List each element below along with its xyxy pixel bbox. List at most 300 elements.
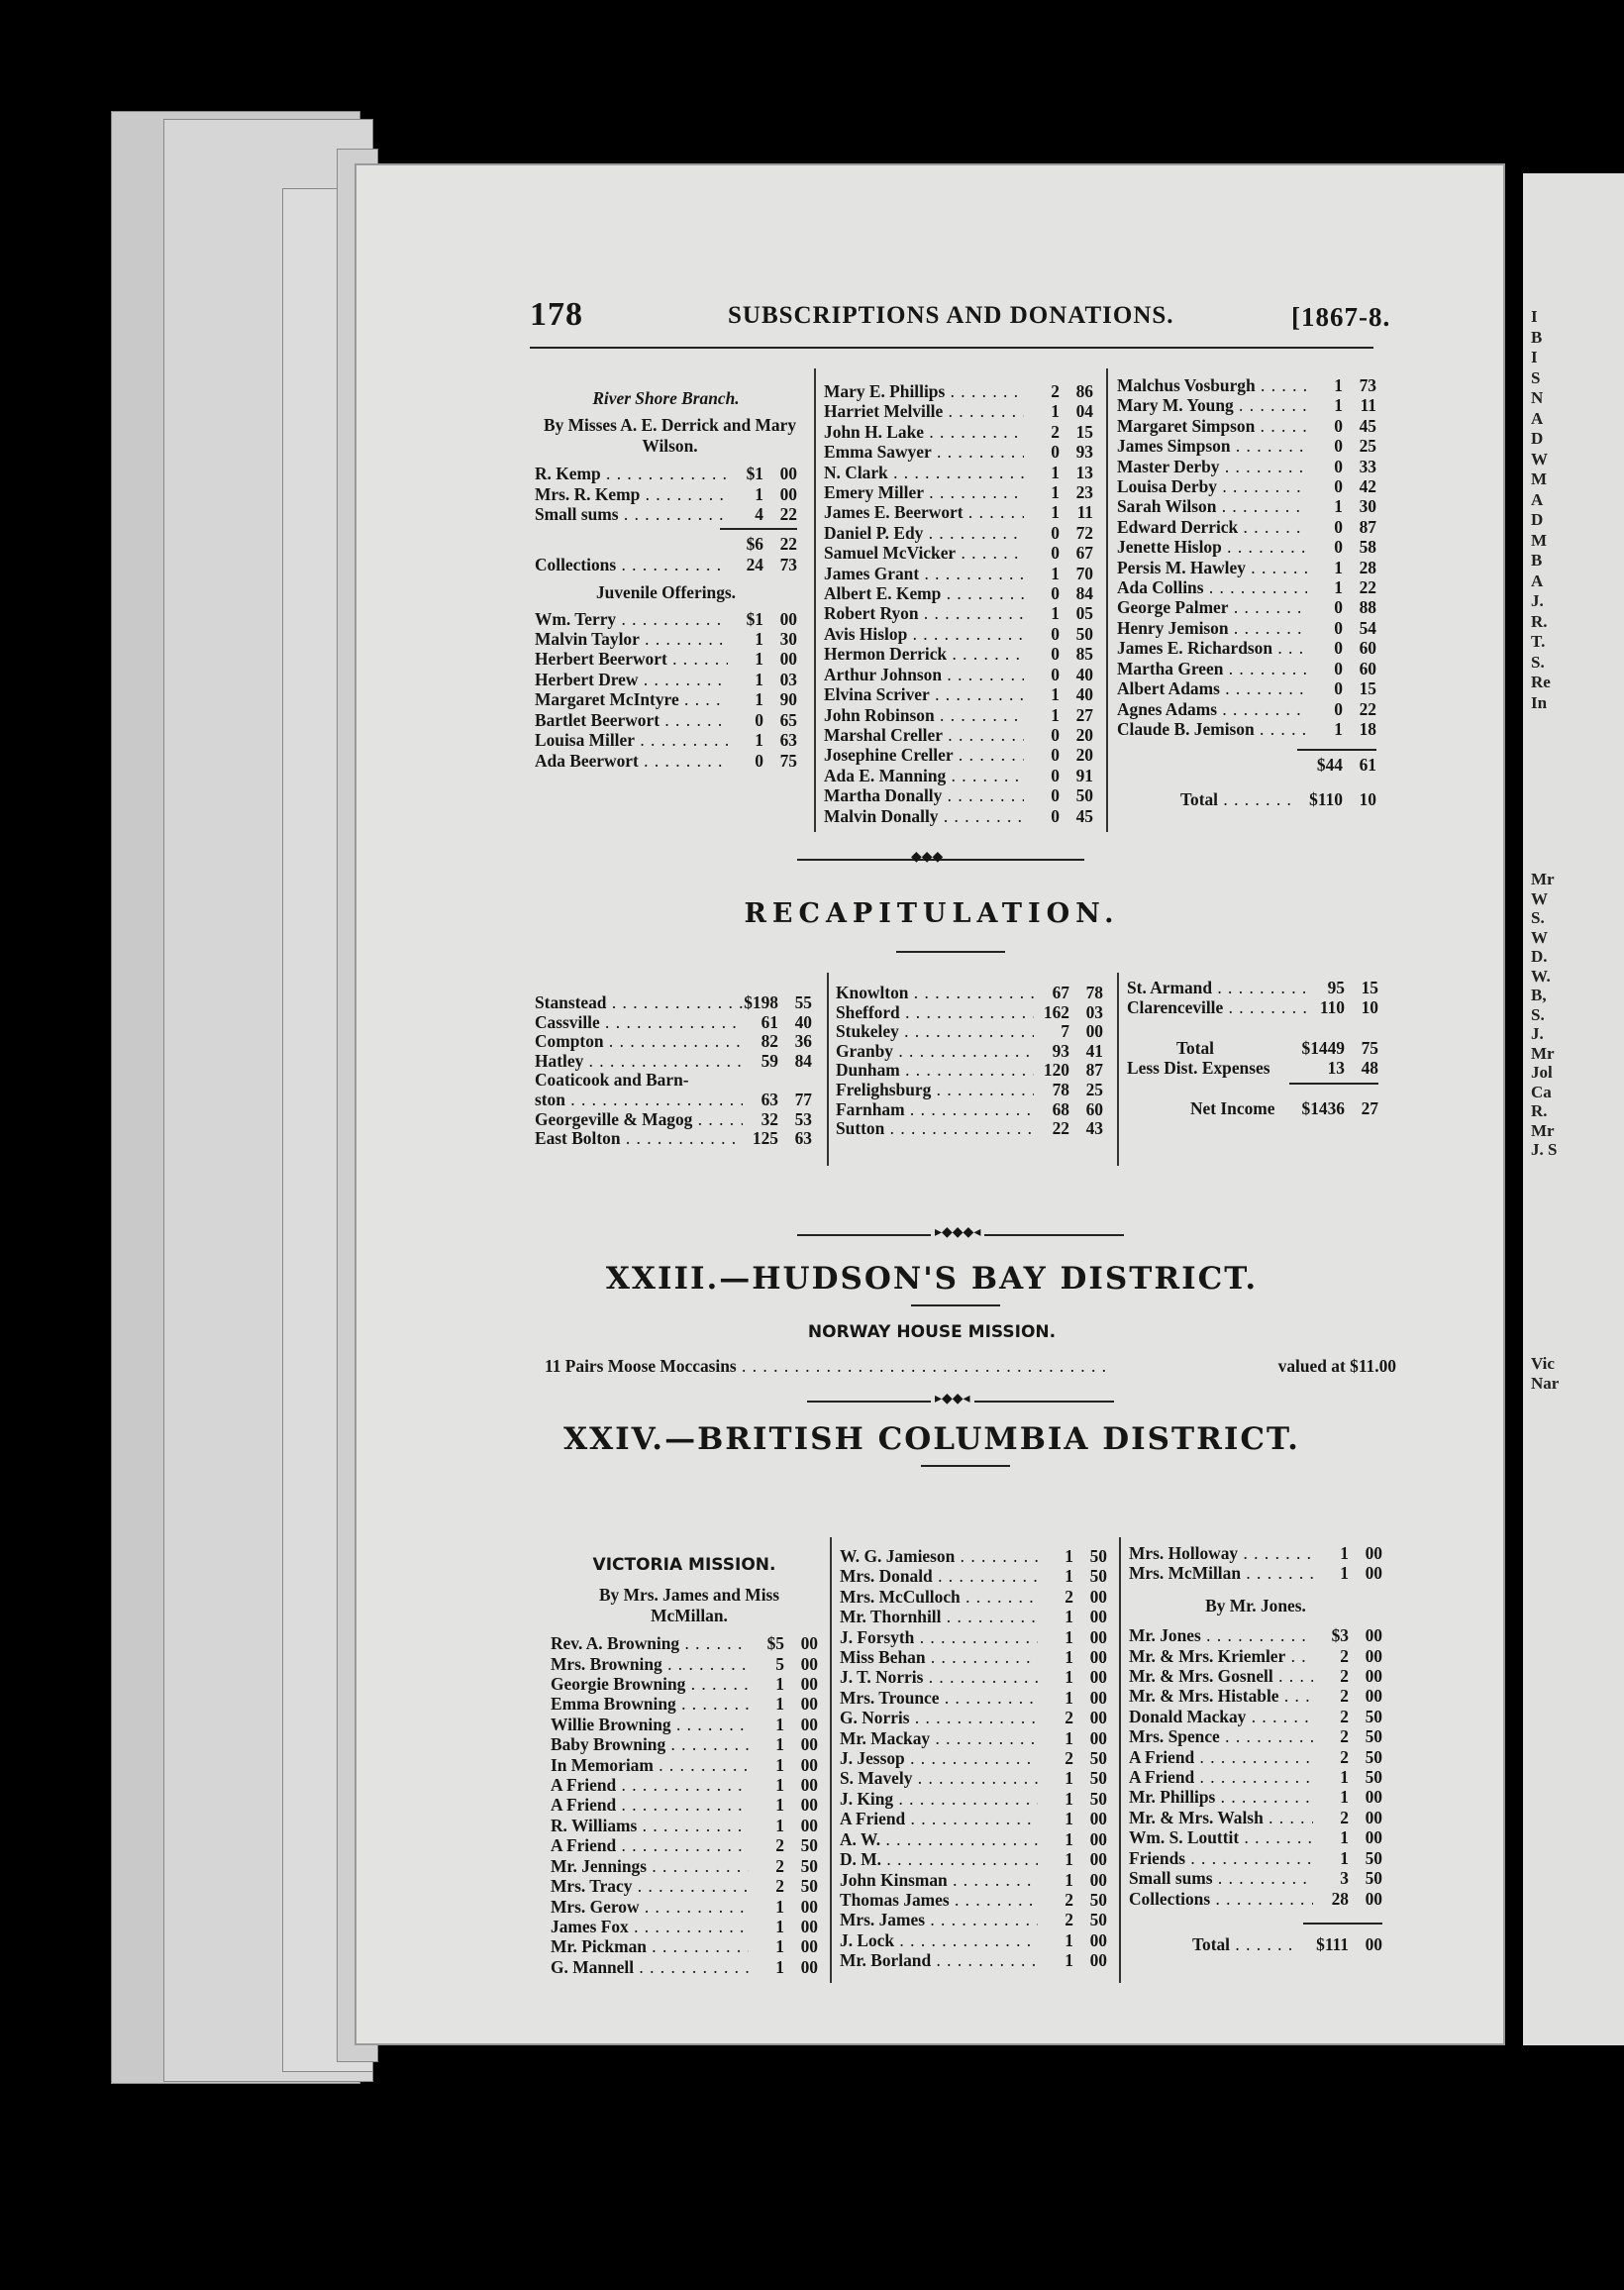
entry-name: Mrs. Donald . . . bbox=[840, 1566, 1038, 1586]
entry-row bbox=[824, 401, 1093, 421]
facing-page-text-fragment: R. bbox=[1531, 1101, 1548, 1120]
entry-name: G. Norris . . . bbox=[840, 1708, 1038, 1727]
entry-name: Ada E. Manning . . . bbox=[824, 766, 1024, 785]
facing-page-text-fragment: Ca bbox=[1531, 1082, 1552, 1101]
amount-dollars: 1 bbox=[775, 1815, 784, 1835]
entry-name: Samuel McVicker . . . bbox=[824, 543, 1024, 563]
facing-page-strip bbox=[1523, 173, 1624, 2045]
amount-cents: 48 bbox=[1361, 1058, 1378, 1079]
entry-name: Hatley . . . bbox=[535, 1052, 743, 1072]
column-rule bbox=[1119, 1537, 1121, 1983]
entry-row bbox=[535, 751, 797, 771]
amount-cents: 15 bbox=[1075, 421, 1093, 442]
entry-name: Mr. Borland . . . bbox=[840, 1950, 1038, 1970]
amount-dollars: 1 bbox=[1051, 502, 1060, 523]
entry-name: Knowlton . . . bbox=[836, 984, 1034, 1003]
amount-cents: 88 bbox=[1359, 597, 1376, 618]
amount-cents: 50 bbox=[1089, 1546, 1107, 1566]
amount-dollars: 125 bbox=[752, 1128, 778, 1149]
facing-page-text-fragment: Mr bbox=[1531, 1120, 1555, 1140]
amount-dollars: 93 bbox=[1052, 1040, 1069, 1061]
entry-name: Mrs. McCulloch . . . bbox=[840, 1587, 1038, 1607]
amount-cents: 50 bbox=[1089, 1748, 1107, 1769]
amount-cents: 22 bbox=[779, 534, 797, 555]
amount-cents: 93 bbox=[1075, 442, 1093, 463]
facing-page-text-fragment: J. S bbox=[1531, 1140, 1558, 1159]
amount-dollars: 2 bbox=[775, 1876, 784, 1897]
amount-cents: 33 bbox=[1359, 456, 1376, 476]
amount-dollars: 162 bbox=[1043, 1001, 1069, 1022]
entry-name: George Palmer . . . bbox=[1117, 597, 1307, 617]
amount-cents: 00 bbox=[1365, 1827, 1382, 1848]
amount-dollars: 2 bbox=[1051, 421, 1060, 442]
entry-row bbox=[824, 543, 1093, 563]
entry-name: Louisa Derby . . . bbox=[1117, 476, 1307, 496]
facing-page-text-fragment: B bbox=[1531, 327, 1543, 347]
entry-row bbox=[824, 624, 1093, 644]
amount-cents: 00 bbox=[1089, 1626, 1107, 1647]
entry-row bbox=[551, 1835, 818, 1855]
bc-column-3 bbox=[1129, 1543, 1382, 1954]
entry-name: Net Income bbox=[1190, 1097, 1275, 1118]
entry-name: Arthur Johnson . . . bbox=[824, 665, 1024, 684]
facing-page-text-fragment: Mr bbox=[1531, 870, 1555, 888]
entry-row bbox=[535, 730, 797, 750]
amount-cents: 67 bbox=[1075, 543, 1093, 564]
entry-row bbox=[1117, 416, 1376, 436]
facing-page-text-fragment: Re bbox=[1531, 673, 1551, 691]
amount-dollars: 1 bbox=[755, 649, 763, 670]
entry-row bbox=[1117, 537, 1376, 557]
facing-page-text-fragment: T. bbox=[1531, 632, 1546, 651]
entry-row bbox=[840, 1566, 1107, 1586]
amount-dollars: 1 bbox=[775, 1795, 784, 1816]
entry-row bbox=[1129, 1543, 1382, 1563]
entry-name: J. T. Norris . . . bbox=[840, 1667, 1038, 1687]
amount-cents: 53 bbox=[794, 1108, 812, 1129]
amount-cents: 61 bbox=[1359, 755, 1376, 776]
entry-name: Louisa Miller . . . bbox=[535, 730, 728, 750]
amount-dollars: 2 bbox=[1340, 1726, 1349, 1747]
entry-name: Martha Green . . . bbox=[1117, 659, 1307, 678]
facing-page-text-fragment: Vic bbox=[1531, 1354, 1555, 1373]
entry-name: Mrs. McMillan . . . bbox=[1129, 1563, 1313, 1583]
amount-dollars: 1 bbox=[1065, 1647, 1073, 1668]
entry-name: N. Clark . . . bbox=[824, 463, 1024, 482]
entry-name: Mrs. Tracy . . . bbox=[551, 1876, 749, 1896]
amount-dollars: 0 bbox=[755, 750, 763, 771]
entry-name: Stanstead . . . bbox=[535, 993, 743, 1013]
amount-dollars: 1 bbox=[775, 1896, 784, 1917]
entry-row bbox=[824, 463, 1093, 482]
amount-dollars: 1 bbox=[1065, 1950, 1073, 1971]
recap-total-row bbox=[1127, 1038, 1378, 1058]
facing-page-text-fragment: M bbox=[1531, 469, 1548, 488]
amount-dollars: 110 bbox=[1319, 997, 1345, 1018]
amount-cents: 13 bbox=[1075, 462, 1093, 482]
amount-dollars: 0 bbox=[1051, 644, 1060, 665]
amount-dollars: 7 bbox=[1061, 1021, 1069, 1042]
facing-page-text-fragment: M bbox=[1531, 530, 1548, 550]
amount-dollars: 1 bbox=[1065, 1727, 1073, 1748]
amount-dollars: $110 bbox=[1309, 788, 1343, 809]
amount-cents: 84 bbox=[1075, 583, 1093, 604]
entry-row bbox=[836, 1022, 1103, 1042]
amount-cents: 50 bbox=[1365, 1868, 1382, 1889]
facing-page-text-fragment: D bbox=[1531, 510, 1544, 529]
entry-row bbox=[1129, 1808, 1382, 1827]
recap-column-2 bbox=[836, 984, 1103, 1139]
facing-page-text-fragment: W bbox=[1531, 449, 1548, 468]
sum-line bbox=[1303, 1923, 1382, 1925]
amount-dollars: 2 bbox=[1340, 1807, 1349, 1827]
amount-cents: 40 bbox=[1075, 684, 1093, 705]
entry-row bbox=[551, 1775, 818, 1795]
amount-cents: 00 bbox=[1365, 1787, 1382, 1808]
amount-cents: 40 bbox=[794, 1011, 812, 1032]
amount-dollars: 1 bbox=[775, 1694, 784, 1715]
entry-row bbox=[1129, 1625, 1382, 1645]
entry-row bbox=[836, 984, 1103, 1003]
entry-row bbox=[840, 1849, 1107, 1869]
amount-dollars: 1 bbox=[1334, 577, 1343, 598]
entry-row bbox=[840, 1708, 1107, 1727]
entry-name: Clarenceville . . . bbox=[1127, 997, 1309, 1017]
entry-row bbox=[551, 1897, 818, 1917]
entry-name: Small sums . . . bbox=[535, 504, 728, 524]
amount-cents: 50 bbox=[800, 1876, 818, 1897]
amount-dollars: 0 bbox=[1051, 745, 1060, 766]
amount-dollars: 0 bbox=[1051, 785, 1060, 806]
facing-page-text-fragment: Nar bbox=[1531, 1374, 1560, 1393]
amount-dollars: 1 bbox=[1340, 1787, 1349, 1808]
entry-row bbox=[1117, 597, 1376, 617]
river-shore-column bbox=[535, 388, 797, 771]
amount-cents: 22 bbox=[1359, 698, 1376, 719]
entry-name: Mr. & Mrs. Kriemler . . . bbox=[1129, 1646, 1313, 1666]
amount-dollars: 2 bbox=[1065, 1586, 1073, 1607]
amount-cents: 50 bbox=[1365, 1746, 1382, 1767]
amount-cents: 00 bbox=[779, 464, 797, 484]
entry-row bbox=[1129, 1827, 1382, 1847]
amount-dollars: 0 bbox=[755, 709, 763, 730]
entry-row bbox=[1117, 558, 1376, 577]
amount-cents: 63 bbox=[779, 730, 797, 751]
entry-row bbox=[824, 523, 1093, 543]
amount-cents: 50 bbox=[1089, 1768, 1107, 1789]
bc-column-1 bbox=[551, 1555, 818, 1977]
entry-name: Marshal Creller . . . bbox=[824, 725, 1024, 745]
entry-row bbox=[824, 665, 1093, 684]
entry-name: A Friend . . . bbox=[551, 1795, 749, 1815]
entry-row bbox=[836, 1003, 1103, 1023]
amount-cents: 00 bbox=[800, 1633, 818, 1654]
amount-dollars: 1 bbox=[775, 1714, 784, 1734]
amount-cents: 42 bbox=[1359, 476, 1376, 497]
amount-dollars: 1 bbox=[1051, 603, 1060, 624]
entry-name: Mr. Thornhill . . . bbox=[840, 1607, 1038, 1626]
amount-dollars: 1 bbox=[755, 483, 763, 504]
facing-page-text-fragment: S. bbox=[1531, 1004, 1545, 1024]
amount-cents: 90 bbox=[779, 689, 797, 710]
amount-dollars: 1 bbox=[1334, 557, 1343, 577]
entry-row bbox=[824, 644, 1093, 664]
entry-name: D. M. . . . bbox=[840, 1849, 1038, 1869]
amount-dollars: 1 bbox=[1340, 1563, 1349, 1584]
entry-name: Collections . . . bbox=[535, 555, 728, 574]
entry-row bbox=[551, 1917, 818, 1936]
entry-row bbox=[1117, 699, 1376, 719]
entry-name: 11 Pairs Moose Moccasins . . . bbox=[545, 1356, 1278, 1376]
amount-dollars: 0 bbox=[1051, 805, 1060, 826]
amount-dollars: 78 bbox=[1052, 1079, 1069, 1099]
entry-row bbox=[551, 1633, 818, 1653]
facing-page-text-fragment: S. bbox=[1531, 652, 1545, 672]
entry-row bbox=[824, 684, 1093, 704]
entry-name: St. Armand . . . bbox=[1127, 978, 1309, 997]
amount-dollars: 1 bbox=[1051, 482, 1060, 503]
entry-name: John Kinsman . . . bbox=[840, 1870, 1038, 1890]
amount-dollars: 1 bbox=[1065, 1626, 1073, 1647]
total-row bbox=[1129, 1934, 1382, 1954]
entry-name: Donald Mackay . . . bbox=[1129, 1707, 1313, 1726]
entry-name: Herbert Beerwort . . . bbox=[535, 649, 728, 669]
amount-cents: 00 bbox=[1365, 1686, 1382, 1707]
entry-name: Ada Beerwort . . . bbox=[535, 751, 728, 771]
entry-row bbox=[840, 1950, 1107, 1970]
entry-row bbox=[535, 1052, 812, 1072]
amount-cents: 50 bbox=[800, 1855, 818, 1876]
sum-line bbox=[720, 528, 797, 530]
amount-dollars: 1 bbox=[1065, 1828, 1073, 1849]
entry-name: Shefford . . . bbox=[836, 1003, 1034, 1023]
amount-dollars: 32 bbox=[761, 1108, 778, 1129]
expenses-row bbox=[1127, 1058, 1378, 1078]
entry-name: Martha Donally . . . bbox=[824, 785, 1024, 805]
entry-row bbox=[535, 484, 797, 504]
entry-name: Jenette Hislop . . . bbox=[1117, 537, 1307, 557]
ornament-rule bbox=[896, 951, 1005, 953]
amount-dollars: 1 bbox=[1065, 1546, 1073, 1566]
amount-cents: 15 bbox=[1361, 978, 1378, 997]
entry-row bbox=[551, 1816, 818, 1835]
amount-dollars: 28 bbox=[1331, 1888, 1349, 1909]
amount-cents: 00 bbox=[800, 1795, 818, 1816]
amount-cents: 03 bbox=[1085, 1001, 1103, 1022]
amount-dollars: 1 bbox=[1340, 1827, 1349, 1848]
entry-value: valued at $11.00 bbox=[1277, 1356, 1396, 1376]
amount-dollars: 1 bbox=[775, 1775, 784, 1796]
amount-cents: 00 bbox=[1089, 1667, 1107, 1688]
entry-row bbox=[824, 502, 1093, 522]
amount-cents: 45 bbox=[1075, 805, 1093, 826]
entry-row bbox=[840, 1910, 1107, 1929]
amount-cents: 75 bbox=[1361, 1037, 1378, 1058]
entry-row bbox=[1127, 978, 1378, 997]
entry-row bbox=[1129, 1787, 1382, 1807]
amount-dollars: 0 bbox=[1334, 617, 1343, 638]
mission-heading: NORWAY HOUSE MISSION. bbox=[807, 1322, 1057, 1342]
entry-name: Wm. S. Louttit . . . bbox=[1129, 1827, 1313, 1847]
amount-dollars: 120 bbox=[1043, 1060, 1069, 1081]
sum-line bbox=[1289, 1083, 1378, 1085]
amount-dollars: 0 bbox=[1334, 476, 1343, 497]
facing-page-text-fragment: S. bbox=[1531, 908, 1545, 927]
recap-title: RECAPITULATION. bbox=[744, 898, 1120, 929]
entry-name: ston . . . bbox=[535, 1091, 743, 1110]
amount-cents: 00 bbox=[1089, 1809, 1107, 1829]
entry-name: Sarah Wilson . . . bbox=[1117, 496, 1307, 516]
entry-row bbox=[824, 564, 1093, 583]
entry-name: Mr. Mackay . . . bbox=[840, 1728, 1038, 1748]
entry-row bbox=[840, 1789, 1107, 1809]
entry-row bbox=[840, 1748, 1107, 1768]
amount-cents: 41 bbox=[1085, 1040, 1103, 1061]
amount-cents: 60 bbox=[1359, 638, 1376, 659]
entry-row bbox=[551, 1654, 818, 1674]
entry-row bbox=[840, 1607, 1107, 1626]
amount-cents: 55 bbox=[794, 992, 812, 1012]
amount-cents: 30 bbox=[1359, 496, 1376, 517]
entry-row bbox=[836, 1042, 1103, 1062]
entry-row bbox=[836, 1061, 1103, 1081]
amount-dollars: 22 bbox=[1052, 1118, 1069, 1139]
juvenile-list bbox=[535, 609, 797, 771]
amount-dollars: 1 bbox=[1065, 1667, 1073, 1688]
entry-name: Agnes Adams . . . bbox=[1117, 699, 1307, 719]
entry-row bbox=[840, 1930, 1107, 1950]
amount-dollars: 1 bbox=[1065, 1849, 1073, 1870]
amount-cents: 50 bbox=[1365, 1847, 1382, 1868]
entry-name: Emery Miller . . . bbox=[824, 482, 1024, 502]
book-page bbox=[355, 163, 1505, 2045]
amount-dollars: $111 bbox=[1316, 1933, 1349, 1954]
entry-name: Elvina Scriver . . . bbox=[824, 684, 1024, 704]
amount-dollars: 1 bbox=[1051, 704, 1060, 725]
entry-row bbox=[551, 1734, 818, 1754]
entry-row bbox=[840, 1809, 1107, 1828]
entry-row bbox=[535, 1129, 812, 1149]
entry-row bbox=[1129, 1707, 1382, 1726]
page-number: 178 bbox=[530, 296, 583, 333]
amount-cents: 22 bbox=[1359, 577, 1376, 598]
entry-name: Mr. & Mrs. Walsh . . . bbox=[1129, 1808, 1313, 1827]
entry-name: Cassville . . . bbox=[535, 1013, 743, 1033]
amount-cents: 72 bbox=[1075, 522, 1093, 543]
entry-row bbox=[836, 1081, 1103, 1100]
entry-row bbox=[824, 725, 1093, 745]
amount-dollars: 0 bbox=[1334, 537, 1343, 558]
entry-row bbox=[1129, 1563, 1382, 1583]
header-rule bbox=[530, 347, 1373, 349]
entry-name: J. Forsyth . . . bbox=[840, 1627, 1038, 1647]
amount-cents: 30 bbox=[779, 629, 797, 650]
entry-row bbox=[551, 1957, 818, 1977]
entry-row bbox=[535, 993, 812, 1013]
facing-page-text-fragment: In bbox=[1531, 692, 1548, 712]
entry-name: East Bolton . . . bbox=[535, 1129, 743, 1149]
amount-cents: 00 bbox=[800, 1754, 818, 1775]
amount-dollars: $6 bbox=[746, 534, 763, 555]
entry-name: Baby Browning . . . bbox=[551, 1734, 749, 1754]
amount-cents: 00 bbox=[1365, 1666, 1382, 1687]
amount-dollars: 0 bbox=[1051, 442, 1060, 463]
collections-row bbox=[535, 555, 797, 574]
amount-cents: 50 bbox=[1365, 1767, 1382, 1788]
ornament-rule bbox=[911, 1304, 1000, 1306]
amount-cents: 18 bbox=[1359, 718, 1376, 739]
entry-row bbox=[824, 603, 1093, 623]
amount-dollars: $1436 bbox=[1301, 1097, 1345, 1118]
amount-cents: 43 bbox=[1085, 1118, 1103, 1139]
amount-dollars: 4 bbox=[755, 504, 763, 525]
entries-list bbox=[535, 464, 797, 524]
entry-name: James Grant . . . bbox=[824, 564, 1024, 583]
entry-name: Coaticook and Barn- bbox=[535, 1071, 689, 1091]
entry-row bbox=[535, 504, 797, 524]
entry-row bbox=[551, 1674, 818, 1694]
facing-page-text-fragment: D. bbox=[1531, 947, 1548, 966]
facing-page-text-fragment: A bbox=[1531, 408, 1544, 428]
entry-name: Mrs. Browning . . . bbox=[551, 1654, 749, 1674]
entry-name: A Friend . . . bbox=[551, 1835, 749, 1855]
amount-cents: 27 bbox=[1075, 704, 1093, 725]
amount-dollars: 0 bbox=[1334, 638, 1343, 659]
facing-page-text-fragment: W. bbox=[1531, 966, 1551, 986]
entry-name: A Friend . . . bbox=[1129, 1767, 1313, 1787]
column-rule bbox=[1117, 973, 1119, 1166]
amount-cents: 00 bbox=[1085, 1021, 1103, 1042]
entry-row bbox=[551, 1715, 818, 1734]
entry-row bbox=[551, 1694, 818, 1714]
amount-dollars: 1 bbox=[1340, 1847, 1349, 1868]
entry-row bbox=[824, 806, 1093, 826]
amount-dollars: 2 bbox=[775, 1855, 784, 1876]
entry-name: Georgie Browning . . . bbox=[551, 1674, 749, 1694]
entry-name: A Friend . . . bbox=[840, 1809, 1038, 1828]
entry-row bbox=[1129, 1848, 1382, 1868]
entry-name: Mr. & Mrs. Histable . . . bbox=[1129, 1686, 1313, 1706]
entry-name: Mrs. Gerow . . . bbox=[551, 1897, 749, 1917]
amount-dollars: 68 bbox=[1052, 1098, 1069, 1119]
amount-dollars: 2 bbox=[1065, 1748, 1073, 1769]
amount-cents: 00 bbox=[779, 608, 797, 629]
entry-name: James Simpson . . . bbox=[1117, 436, 1307, 456]
amount-dollars: 0 bbox=[1334, 597, 1343, 618]
amount-dollars: 1 bbox=[755, 730, 763, 751]
amount-cents: 00 bbox=[1089, 1929, 1107, 1950]
entry-name: In Memoriam . . . bbox=[551, 1755, 749, 1775]
entry-row bbox=[535, 710, 797, 730]
amount-cents: 10 bbox=[1361, 997, 1378, 1018]
column-rule bbox=[814, 368, 816, 832]
amount-dollars: 1 bbox=[1334, 496, 1343, 517]
entry-row bbox=[535, 1013, 812, 1033]
entry-name: Margaret Simpson . . . bbox=[1117, 416, 1307, 436]
entry-name: Albert Adams . . . bbox=[1117, 678, 1307, 698]
entry-name: Willie Browning . . . bbox=[551, 1715, 749, 1734]
entry-row bbox=[1129, 1646, 1382, 1666]
page-title: SUBSCRIPTIONS AND DONATIONS. bbox=[728, 302, 1174, 329]
amount-dollars: 2 bbox=[1340, 1746, 1349, 1767]
amount-cents: 27 bbox=[1361, 1097, 1378, 1118]
amount-cents: 00 bbox=[779, 649, 797, 670]
subtotal-row bbox=[535, 534, 797, 554]
entry-name: Mary M. Young . . . bbox=[1117, 395, 1307, 415]
entry-row bbox=[840, 1870, 1107, 1890]
amount-dollars: 1 bbox=[755, 629, 763, 650]
entry-name: S. Mavely . . . bbox=[840, 1768, 1038, 1788]
